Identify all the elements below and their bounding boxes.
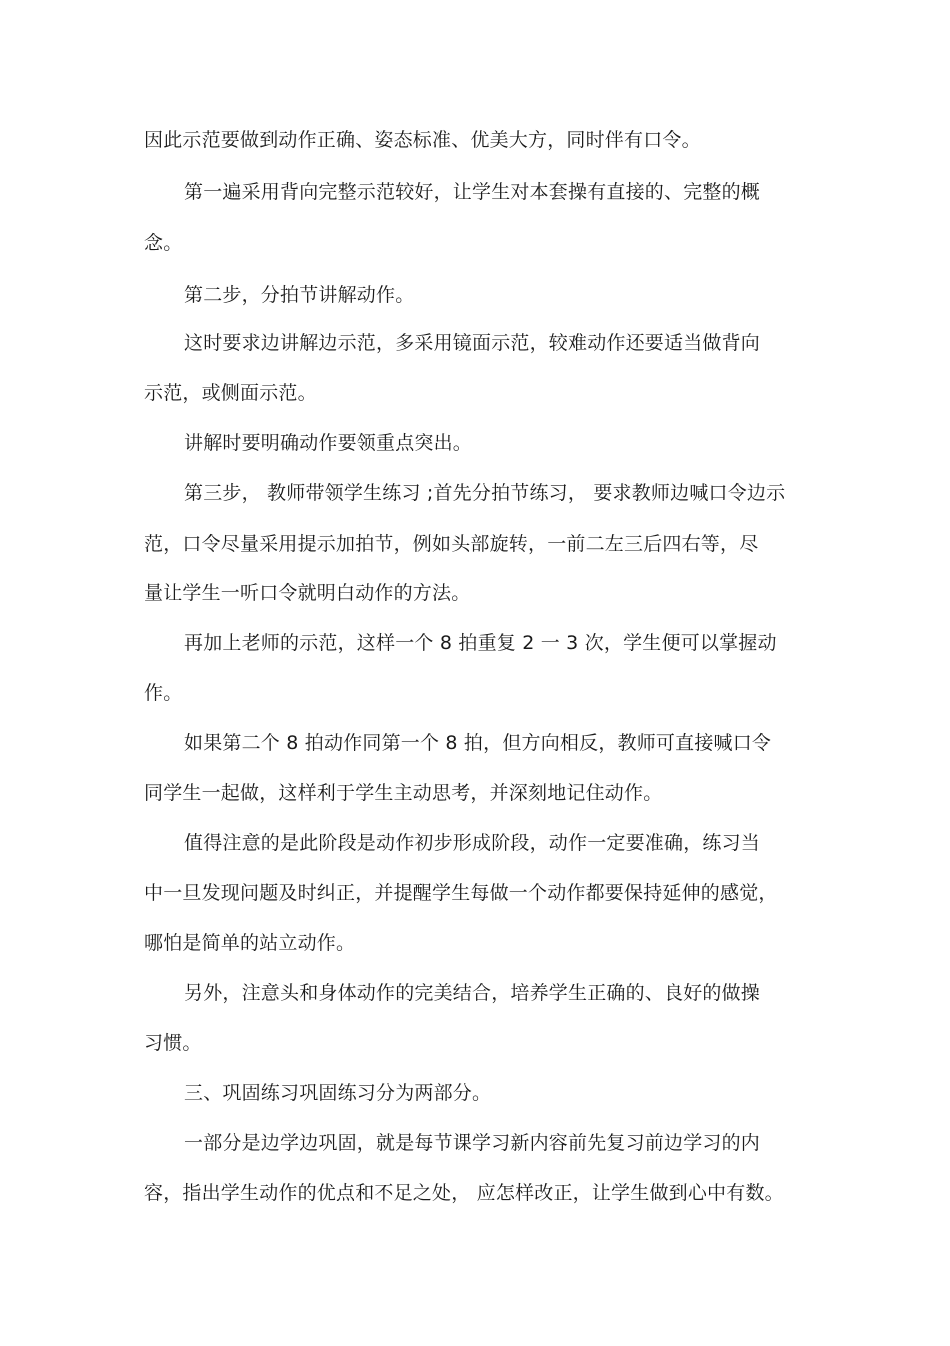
text-line-15: 值得注意的是此阶段是动作初步形成阶段，动作一定要准确，练习当: [184, 832, 761, 854]
text-line-5: 这时要求边讲解边示范，多采用镜面示范，较难动作还要适当做背向: [184, 332, 761, 354]
text-line-6: 示范，或侧面示范。: [144, 382, 317, 404]
text-line-16: 中一旦发现问题及时纠正，并提醒学生每做一个动作都要保持延伸的感觉，: [144, 882, 778, 904]
text-line-1: 因此示范要做到动作正确、姿态标准、优美大方，同时伴有口令。: [144, 129, 701, 151]
text-line-3: 念。: [144, 232, 183, 254]
text-line-22: 容，指出学生动作的优点和不足之处， 应怎样改正，让学生做到心中有数。: [144, 1182, 784, 1204]
text-line-9: 范，口令尽量采用提示加拍节，例如头部旋转，一前二左三后四右等，尽: [144, 533, 759, 555]
text-line-8: 第三步， 教师带领学生练习 ;首先分拍节练习， 要求教师边喊口令边示: [184, 482, 786, 504]
text-line-2: 第一遍采用背向完整示范较好，让学生对本套操有直接的、完整的概: [184, 181, 761, 203]
text-line-17: 哪怕是简单的站立动作。: [144, 932, 356, 954]
text-line-21: 一部分是边学边巩固，就是每节课学习新内容前先复习前边学习的内: [184, 1132, 761, 1154]
text-line-12: 作。: [144, 682, 183, 704]
text-line-13: 如果第二个 8 拍动作同第一个 8 拍，但方向相反，教师可直接喊口令: [184, 732, 772, 754]
text-line-20: 三、巩固练习巩固练习分为两部分。: [184, 1082, 492, 1104]
text-line-11: 再加上老师的示范，这样一个 8 拍重复 2 一 3 次，学生便可以掌握动: [184, 632, 777, 654]
text-line-4: 第二步，分拍节讲解动作。: [184, 284, 415, 306]
text-line-14: 同学生一起做，这样利于学生主动思考，并深刻地记住动作。: [144, 782, 663, 804]
text-line-18: 另外，注意头和身体动作的完美结合，培养学生正确的、良好的做操: [184, 982, 761, 1004]
text-line-10: 量让学生一听口令就明白动作的方法。: [144, 582, 471, 604]
text-line-19: 习惯。: [144, 1032, 202, 1054]
text-line-7: 讲解时要明确动作要领重点突出。: [184, 432, 473, 454]
